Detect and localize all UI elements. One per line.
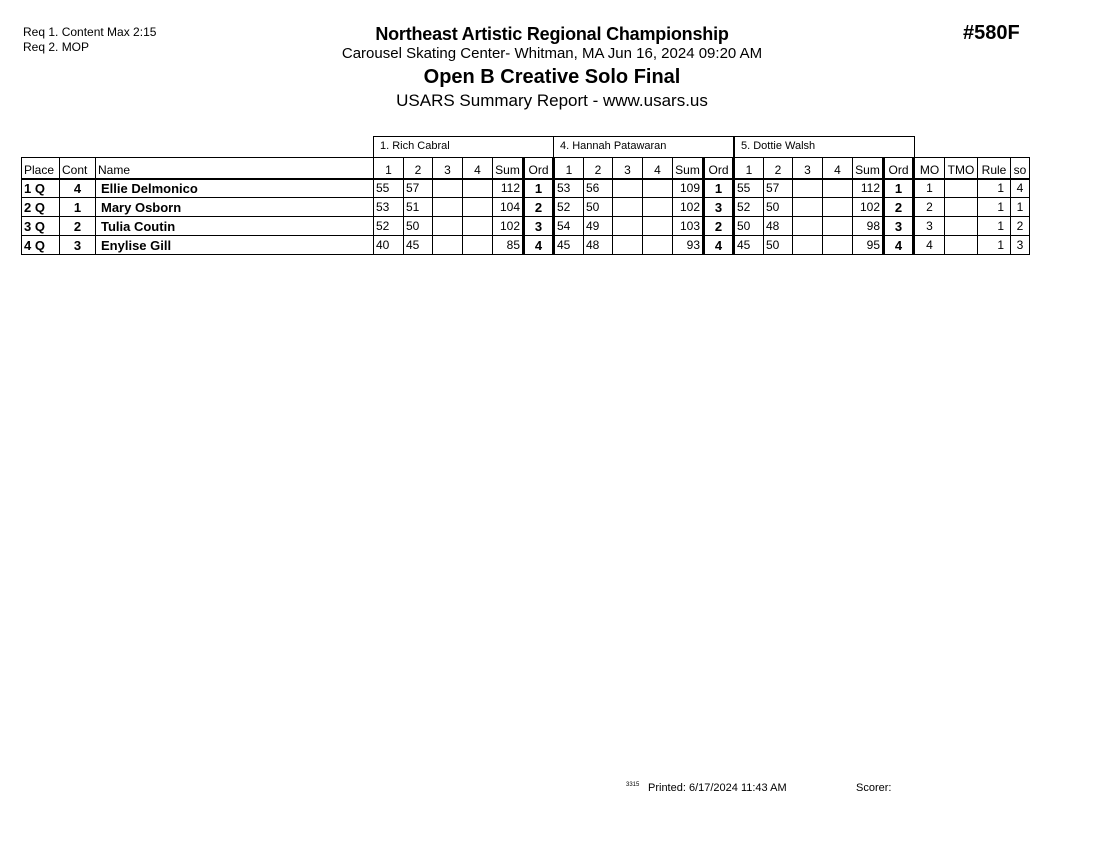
- judge-3-sum: 102: [853, 198, 884, 217]
- j3-col-ord: Ord: [884, 158, 914, 179]
- judge-1-sum: 112: [493, 179, 524, 198]
- so-cell: 1: [1011, 198, 1030, 217]
- j3-col-sum: Sum: [853, 158, 884, 179]
- table-row: [22, 217, 1030, 236]
- judge-1-sum: 85: [493, 236, 524, 255]
- column-header-row: [22, 158, 1030, 179]
- judge-1-sum: 102: [493, 217, 524, 236]
- judge-2-score-4: [643, 179, 673, 198]
- judge-2-header: 4. Hannah Patawaran: [553, 136, 734, 157]
- judge-1-score-1: 40: [374, 236, 404, 255]
- judge-2-ordinal: 1: [704, 179, 734, 198]
- judge-1-header: 1. Rich Cabral: [373, 136, 554, 157]
- results-table: [21, 157, 1030, 255]
- judge-2-ordinal: 2: [704, 217, 734, 236]
- skater-name: Mary Osborn: [96, 198, 374, 217]
- judge-3-ordinal: 2: [884, 198, 914, 217]
- j2-col-4: 4: [643, 158, 673, 179]
- judge-3-sum: 112: [853, 179, 884, 198]
- place-cell: 4 Q: [22, 236, 60, 255]
- judge-3-ordinal: 4: [884, 236, 914, 255]
- judge-1-ordinal: 4: [524, 236, 554, 255]
- tmo-cell: [945, 179, 978, 198]
- j2-col-1: 1: [554, 158, 584, 179]
- judge-3-score-2: 50: [764, 198, 793, 217]
- judge-1-score-4: [463, 236, 493, 255]
- judge-1-score-2: 51: [404, 198, 433, 217]
- rule-cell: 1: [978, 179, 1011, 198]
- table-row: [22, 179, 1030, 198]
- table-row: [22, 198, 1030, 217]
- j3-col-4: 4: [823, 158, 853, 179]
- judge-3-score-3: [793, 198, 823, 217]
- judge-1-score-2: 57: [404, 179, 433, 198]
- championship-title: Northeast Artistic Regional Championship: [375, 24, 729, 44]
- judge-2-score-1: 45: [554, 236, 584, 255]
- place-cell: 1 Q: [22, 179, 60, 198]
- skater-name: Ellie Delmonico: [96, 179, 374, 198]
- so-cell: 3: [1011, 236, 1030, 255]
- j2-col-sum: Sum: [673, 158, 704, 179]
- judge-3-score-4: [823, 179, 853, 198]
- j1-col-1: 1: [374, 158, 404, 179]
- judge-3-ordinal: 1: [884, 179, 914, 198]
- judge-3-score-1: 52: [734, 198, 764, 217]
- scorer-label: Scorer:: [856, 782, 892, 794]
- judge-3-score-1: 45: [734, 236, 764, 255]
- col-place: Place: [22, 158, 60, 179]
- report-title: USARS Summary Report - www.usars.us: [396, 91, 708, 110]
- judge-2-ordinal: 4: [704, 236, 734, 255]
- judge-3-score-4: [823, 198, 853, 217]
- judge-3-score-3: [793, 217, 823, 236]
- col-rule: Rule: [978, 158, 1011, 179]
- j1-col-4: 4: [463, 158, 493, 179]
- j2-col-3: 3: [613, 158, 643, 179]
- so-cell: 4: [1011, 179, 1030, 198]
- judge-3-ordinal: 3: [884, 217, 914, 236]
- judge-2-score-1: 53: [554, 179, 584, 198]
- judge-2-score-1: 52: [554, 198, 584, 217]
- judge-2-score-3: [613, 198, 643, 217]
- requirement-2: Req 2. MOP: [23, 40, 90, 54]
- col-name: Name: [96, 158, 374, 179]
- skater-name: Tulia Coutin: [96, 217, 374, 236]
- judge-2-score-1: 54: [554, 217, 584, 236]
- printed-timestamp: Printed: 6/17/2024 11:43 AM: [648, 782, 787, 794]
- judge-3-score-3: [793, 179, 823, 198]
- judge-2-score-4: [643, 198, 673, 217]
- judge-2-score-4: [643, 217, 673, 236]
- judge-2-sum: 109: [673, 179, 704, 198]
- judge-1-score-4: [463, 217, 493, 236]
- col-tmo: TMO: [945, 158, 978, 179]
- judge-1-score-1: 52: [374, 217, 404, 236]
- judge-1-score-3: [433, 198, 463, 217]
- judge-3-score-2: 50: [764, 236, 793, 255]
- j1-col-3: 3: [433, 158, 463, 179]
- judge-1-score-3: [433, 179, 463, 198]
- judge-2-score-3: [613, 217, 643, 236]
- cont-cell: 3: [60, 236, 96, 255]
- mo-cell: 3: [914, 217, 945, 236]
- judge-2-score-4: [643, 236, 673, 255]
- cont-cell: 2: [60, 217, 96, 236]
- judge-1-score-4: [463, 179, 493, 198]
- judge-3-header: 5. Dottie Walsh: [734, 136, 915, 157]
- j3-col-2: 2: [764, 158, 793, 179]
- judge-1-score-1: 53: [374, 198, 404, 217]
- judge-1-score-2: 45: [404, 236, 433, 255]
- skater-name: Enylise Gill: [96, 236, 374, 255]
- judge-3-score-1: 50: [734, 217, 764, 236]
- so-cell: 2: [1011, 217, 1030, 236]
- place-cell: 3 Q: [22, 217, 60, 236]
- report-header: [0, 23, 1100, 112]
- judge-2-sum: 103: [673, 217, 704, 236]
- judge-3-sum: 98: [853, 217, 884, 236]
- tmo-cell: [945, 236, 978, 255]
- j3-col-1: 1: [734, 158, 764, 179]
- j1-col-sum: Sum: [493, 158, 524, 179]
- judge-2-ordinal: 3: [704, 198, 734, 217]
- rule-cell: 1: [978, 236, 1011, 255]
- judge-2-score-2: 49: [584, 217, 613, 236]
- j2-col-2: 2: [584, 158, 613, 179]
- judge-1-score-3: [433, 236, 463, 255]
- judge-1-score-3: [433, 217, 463, 236]
- judge-1-score-4: [463, 198, 493, 217]
- tmo-cell: [945, 198, 978, 217]
- requirement-1: Req 1. Content Max 2:15: [23, 25, 157, 39]
- judge-3-sum: 95: [853, 236, 884, 255]
- col-cont: Cont: [60, 158, 96, 179]
- judge-2-sum: 102: [673, 198, 704, 217]
- judge-2-score-2: 56: [584, 179, 613, 198]
- judge-1-sum: 104: [493, 198, 524, 217]
- tmo-cell: [945, 217, 978, 236]
- judge-1-score-2: 50: [404, 217, 433, 236]
- footer-code: 3315: [626, 782, 640, 788]
- judge-3-score-4: [823, 217, 853, 236]
- judge-1-score-1: 55: [374, 179, 404, 198]
- judge-2-score-2: 48: [584, 236, 613, 255]
- judge-3-score-4: [823, 236, 853, 255]
- place-cell: 2 Q: [22, 198, 60, 217]
- mo-cell: 1: [914, 179, 945, 198]
- judge-2-sum: 93: [673, 236, 704, 255]
- rule-cell: 1: [978, 217, 1011, 236]
- venue-line: Carousel Skating Center- Whitman, MA Jun 16, 2024 09:20 AM: [341, 45, 763, 62]
- judge-3-score-2: 48: [764, 217, 793, 236]
- mo-cell: 2: [914, 198, 945, 217]
- table-row: [22, 236, 1030, 255]
- judge-3-score-2: 57: [764, 179, 793, 198]
- rule-cell: 1: [978, 198, 1011, 217]
- cont-cell: 4: [60, 179, 96, 198]
- col-so: so: [1011, 158, 1030, 179]
- j1-col-ord: Ord: [524, 158, 554, 179]
- col-mo: MO: [914, 158, 945, 179]
- cont-cell: 1: [60, 198, 96, 217]
- judge-2-score-3: [613, 236, 643, 255]
- j1-col-2: 2: [404, 158, 433, 179]
- judge-1-ordinal: 2: [524, 198, 554, 217]
- event-number: #580F: [963, 22, 1020, 44]
- j3-col-3: 3: [793, 158, 823, 179]
- judge-1-ordinal: 3: [524, 217, 554, 236]
- judge-1-ordinal: 1: [524, 179, 554, 198]
- mo-cell: 4: [914, 236, 945, 255]
- judge-2-score-2: 50: [584, 198, 613, 217]
- judge-2-score-3: [613, 179, 643, 198]
- event-title: Open B Creative Solo Final: [423, 66, 681, 88]
- judge-3-score-3: [793, 236, 823, 255]
- j2-col-ord: Ord: [704, 158, 734, 179]
- judge-3-score-1: 55: [734, 179, 764, 198]
